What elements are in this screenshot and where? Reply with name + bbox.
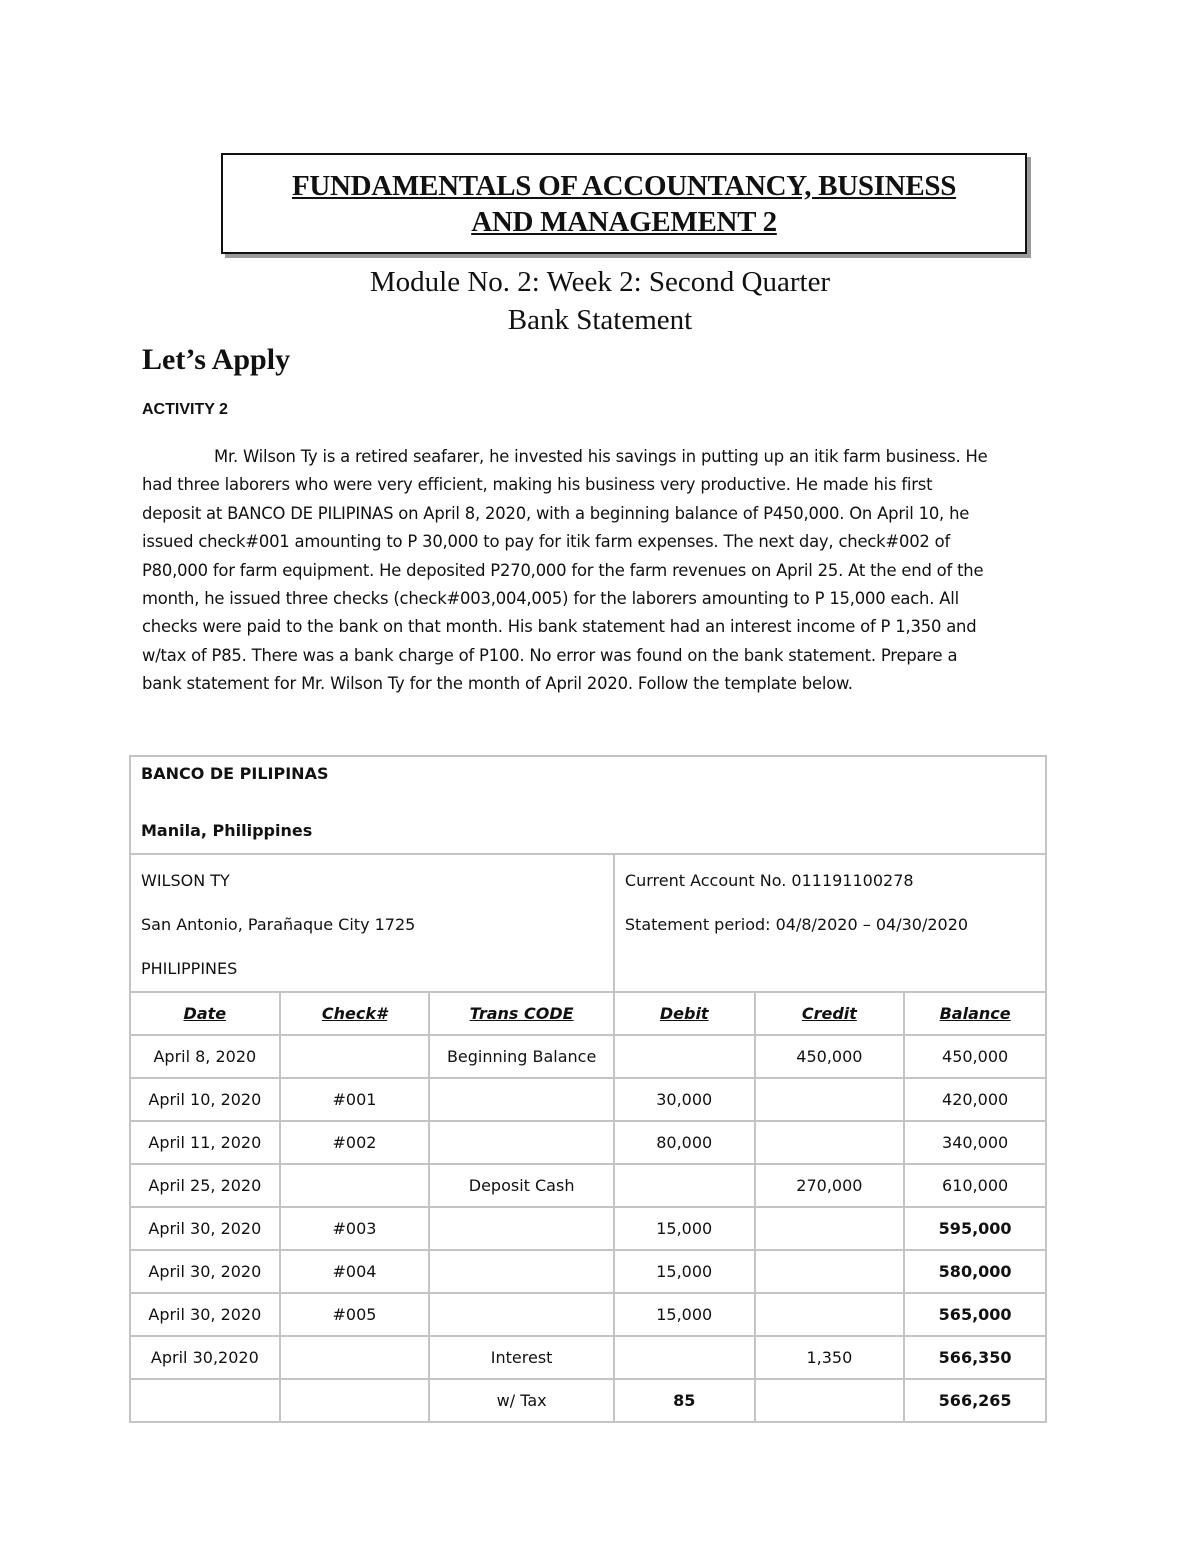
paragraph-line: Mr. Wilson Ty is a retired seafarer, he invested his savings in putting up an itik farm business. He xyxy=(214,447,988,466)
cell-debit: 15,000 xyxy=(614,1207,755,1250)
bank-name: BANCO DE PILIPINAS xyxy=(141,764,329,783)
cell-credit: 270,000 xyxy=(755,1164,905,1207)
cell-date: April 8, 2020 xyxy=(130,1035,280,1078)
cell-debit: 80,000 xyxy=(614,1121,755,1164)
cell-check xyxy=(280,1336,430,1379)
column-header-credit: Credit xyxy=(755,992,905,1035)
cell-trans-code: w/ Tax xyxy=(429,1379,614,1422)
cell-check: #005 xyxy=(280,1293,430,1336)
statement-period: Statement period: 04/8/2020 – 04/30/2020 xyxy=(624,915,969,934)
cell-date: April 10, 2020 xyxy=(130,1078,280,1121)
cell-debit: 15,000 xyxy=(614,1250,755,1293)
cell-credit: 450,000 xyxy=(755,1035,905,1078)
cell-date: April 30, 2020 xyxy=(130,1250,280,1293)
column-header-trans-code: Trans CODE xyxy=(429,992,614,1035)
table-row xyxy=(130,1078,1046,1121)
bank-location: Manila, Philippines xyxy=(141,821,313,840)
cell-balance: 566,350 xyxy=(904,1336,1046,1379)
cell-date: April 25, 2020 xyxy=(130,1164,280,1207)
activity-label: ACTIVITY 2 xyxy=(142,401,228,418)
cell-trans-code xyxy=(429,1078,614,1121)
table-row xyxy=(130,1336,1046,1379)
bank-statement-table xyxy=(129,755,1047,1423)
document-title xyxy=(292,168,956,240)
cell-date: April 11, 2020 xyxy=(130,1121,280,1164)
cell-date: April 30, 2020 xyxy=(130,1293,280,1336)
cell-credit xyxy=(755,1078,905,1121)
cell-check xyxy=(280,1379,430,1422)
bank-header-cell xyxy=(130,756,1046,854)
cell-balance: 340,000 xyxy=(904,1121,1046,1164)
account-cell xyxy=(614,854,1046,992)
column-header-check: Check# xyxy=(280,992,430,1035)
cell-check: #001 xyxy=(280,1078,430,1121)
module-subtitle: Bank Statement xyxy=(507,304,693,336)
cell-trans-code xyxy=(429,1250,614,1293)
cell-date xyxy=(130,1379,280,1422)
cell-debit xyxy=(614,1164,755,1207)
table-row xyxy=(130,1121,1046,1164)
cell-balance: 420,000 xyxy=(904,1078,1046,1121)
title-box xyxy=(221,153,1027,254)
cell-debit: 85 xyxy=(614,1379,755,1422)
paragraph-line: w/tax of P85. There was a bank charge of P100. No error was found on the bank statement. Prepare a xyxy=(142,645,958,665)
cell-trans-code: Deposit Cash xyxy=(429,1164,614,1207)
table-row xyxy=(130,1035,1046,1078)
paragraph-line: issued check#001 amounting to P 30,000 to pay for itik farm expenses. The next day, check#002 of xyxy=(142,532,951,552)
cell-date: April 30,2020 xyxy=(130,1336,280,1379)
paragraph-line: bank statement for Mr. Wilson Ty for the month of April 2020. Follow the template below. xyxy=(142,674,853,694)
cell-check xyxy=(280,1035,430,1078)
cell-trans-code xyxy=(429,1207,614,1250)
cell-balance: 450,000 xyxy=(904,1035,1046,1078)
paragraph-line: had three laborers who were very efficient, making his business very productive. He made his first xyxy=(142,475,933,495)
cell-balance: 595,000 xyxy=(904,1207,1046,1250)
account-number: Current Account No. 011191100278 xyxy=(624,871,914,890)
cell-check: #003 xyxy=(280,1207,430,1250)
column-header-balance: Balance xyxy=(904,992,1046,1035)
table-row xyxy=(130,1164,1046,1207)
module-line: Module No. 2: Week 2: Second Quarter xyxy=(369,266,831,298)
cell-debit: 30,000 xyxy=(614,1078,755,1121)
customer-cell xyxy=(130,854,614,992)
cell-trans-code xyxy=(429,1293,614,1336)
cell-balance: 610,000 xyxy=(904,1164,1046,1207)
cell-trans-code: Interest xyxy=(429,1336,614,1379)
customer-address: San Antonio, Parañaque City 1725 xyxy=(141,915,416,934)
title-line-2: AND MANAGEMENT 2 xyxy=(471,205,777,238)
cell-credit: 1,350 xyxy=(755,1336,905,1379)
table-row xyxy=(130,1379,1046,1422)
customer-country: PHILIPPINES xyxy=(141,959,238,978)
customer-name: WILSON TY xyxy=(141,871,230,890)
cell-credit xyxy=(755,1121,905,1164)
cell-credit xyxy=(755,1250,905,1293)
table-row xyxy=(130,1250,1046,1293)
cell-balance: 580,000 xyxy=(904,1250,1046,1293)
cell-debit xyxy=(614,1336,755,1379)
cell-check xyxy=(280,1164,430,1207)
cell-date: April 30, 2020 xyxy=(130,1207,280,1250)
cell-debit xyxy=(614,1035,755,1078)
table-row xyxy=(130,1293,1046,1336)
cell-balance: 566,265 xyxy=(904,1379,1046,1422)
cell-check: #004 xyxy=(280,1250,430,1293)
paragraph-line: deposit at BANCO DE PILIPINAS on April 8, 2020, with a beginning balance of P450,000. On April 10, he xyxy=(142,503,970,523)
paragraph-line: P80,000 for farm equipment. He deposited P270,000 for the farm revenues on April 25. At the end of the xyxy=(142,560,984,580)
cell-credit xyxy=(755,1379,905,1422)
paragraph-line: checks were paid to the bank on that month. His bank statement had an interest income of P 1,350 and xyxy=(142,617,977,637)
cell-credit xyxy=(755,1293,905,1336)
table-row xyxy=(130,1207,1046,1250)
paragraph-line: month, he issued three checks (check#003,004,005) for the laborers amounting to P 15,000 each. All xyxy=(142,589,959,609)
cell-trans-code xyxy=(429,1121,614,1164)
problem-paragraph xyxy=(142,443,1062,699)
section-heading: Let’s Apply xyxy=(142,343,291,376)
cell-debit: 15,000 xyxy=(614,1293,755,1336)
cell-balance: 565,000 xyxy=(904,1293,1046,1336)
cell-trans-code: Beginning Balance xyxy=(429,1035,614,1078)
cell-credit xyxy=(755,1207,905,1250)
column-header-date: Date xyxy=(130,992,280,1035)
cell-check: #002 xyxy=(280,1121,430,1164)
column-header-row xyxy=(130,992,1046,1035)
column-header-debit: Debit xyxy=(614,992,755,1035)
title-line-1: FUNDAMENTALS OF ACCOUNTANCY, BUSINESS xyxy=(291,169,957,202)
